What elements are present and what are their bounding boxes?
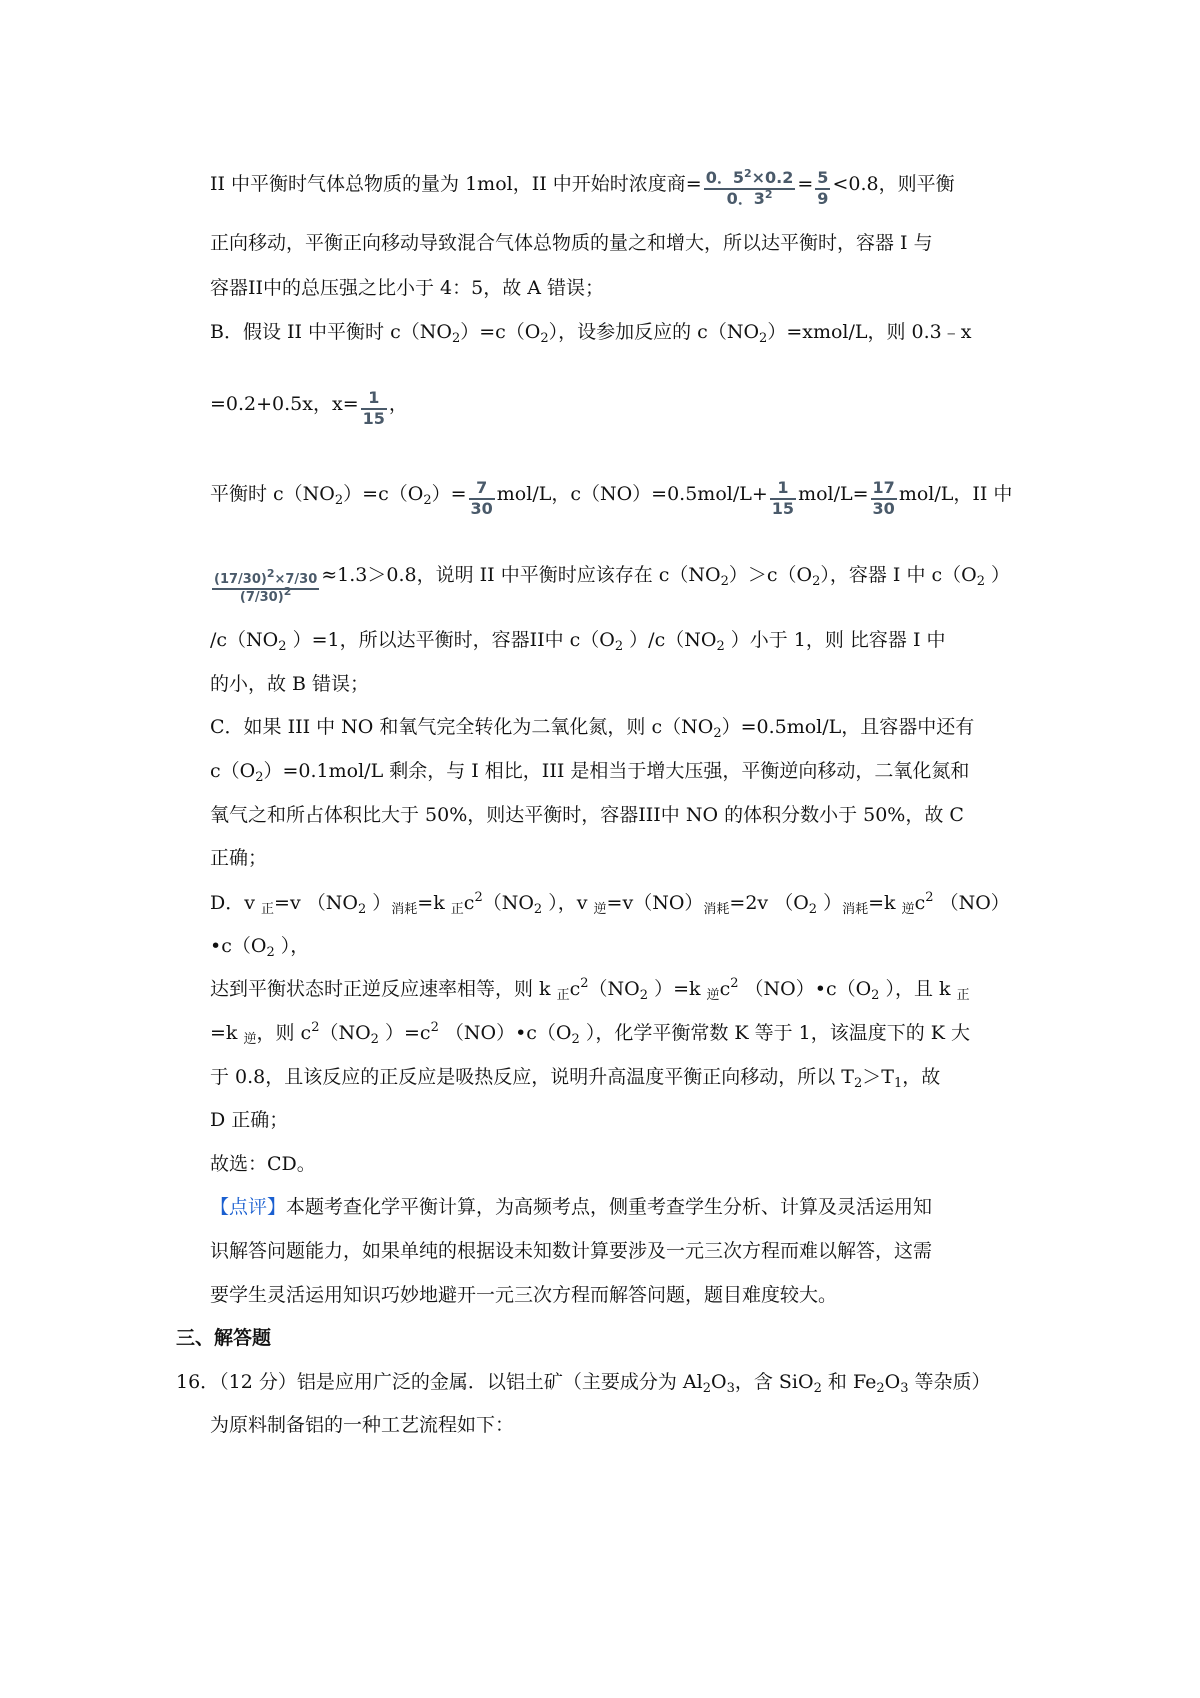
reaction-quotient-fraction: $\frac{0.5^2\times 0.2}{0.3^2}$ (705, 167, 794, 208)
text-line-1: II 中平衡时气体总物质的量为 1mol，II 中开始时浓度商= $\frac{0.5^2\times 0.2}{0.3^2}$ = $\frac{5}{9}$ <0.8，则平衡 (210, 167, 955, 208)
text-line-18: 于 0.8，且该反应的正反应是吸热反应，说明升高温度平衡正向移动，所以 $T_2>T_1$，故 (210, 1066, 941, 1091)
quotient-result-fraction: $\frac{5}{9}$ (817, 168, 829, 208)
added-fraction: $\frac{1}{15}$ (771, 478, 795, 518)
text-line-19: D 正确； (210, 1109, 289, 1131)
question-16-line-2: 为原料制备铝的一种工艺流程如下： (210, 1414, 515, 1436)
comment-tag: 【点评】 (210, 1196, 287, 1218)
comment-line-3: 要学生灵活运用知识巧妙地避开一元三次方程而解答问题，题目难度较大。 (210, 1284, 838, 1306)
text-line-17: =k $_逆$，则 $c^2(NO_2$ ）$=c^2$ $(NO)•c(O_2$ ），化学平衡常数 K 等于 1，该温度下的 K 大 (210, 1020, 971, 1047)
text-line-15: $•c(O_2$ ）， (210, 935, 310, 960)
text-line-6: 平衡时 $c(NO_2)=c(O_2)=$ $\frac{7}{30}$ mol/L，c（NO）=0.5mol/L+ $\frac{1}{15}$ mol/L= $\frac{17}{30}$ mol/L，II 中 (210, 478, 1013, 518)
comment-line-2: 识解答问题能力，如果单纯的根据设未知数计算要涉及一元三次方程而难以解答，这需 (210, 1240, 933, 1262)
no-concentration-fraction: $\frac{17}{30}$ (872, 478, 895, 518)
text-line-13: 正确； (210, 847, 268, 869)
equilibrium-constant-fraction: $\frac{(17/30)^2\times 7/30}{(7/30)^2}$ (214, 567, 318, 605)
text-line-3: 容器II中的总压强之比小于 4：5，故 A 错误； (210, 277, 605, 299)
comment-line-1: 【点评】本题考查化学平衡计算，为高频考点，侧重考查学生分析、计算及灵活运用知 (210, 1196, 933, 1218)
text-line-20: 故选：CD。 (210, 1153, 316, 1175)
text-line-8: $/c(NO_2$ ）=1，所以达平衡时，容器II中 $c(O_2$ ）$/c(NO_2$ ）小于 1，则 比容器 I 中 (210, 629, 946, 654)
text-line-10: C．如果 III 中 NO 和氧气完全转化为二氧化氮，则 $c(NO_2)=0.5mol/L$，且容器中还有 (210, 716, 975, 741)
text-line-5: =0.2+0.5x，x= $\frac{1}{15}$ ， (210, 388, 408, 428)
text-line-2: 正向移动，平衡正向移动导致混合气体总物质的量之和增大，所以达平衡时，容器 I 与 (210, 232, 933, 254)
text-line-9: 的小，故 B 错误； (210, 673, 370, 695)
text-line-11: $c(O_2)=0.1mol/L$ 剩余，与 I 相比，III 是相当于增大压强，平衡逆向移动，二氧化氮和 (210, 760, 970, 785)
o2-concentration-fraction: $\frac{7}{30}$ (470, 478, 493, 518)
x-value-fraction: $\frac{1}{15}$ (362, 388, 385, 428)
text-line-16: 达到平衡状态时正逆反应速率相等，则 k $_正c^2(NO_2$ ）=k $_逆c^2$ $(NO)•c(O_2$ ），且 k $_正$ (210, 976, 970, 1003)
section-heading: 三、解答题 (176, 1327, 272, 1349)
text-line-14: D．v $_正$=v （$NO_2$ ）$_{消耗}=k$ $_正c^2(NO_2$ ），v $_逆=v(NO)_{消耗}=2v$ （$O_2$ ）$_{消耗}=k$ $_逆c^2$ （NO） (210, 890, 1010, 917)
text-line-4: B．假设 II 中平衡时 $c(NO_2)=c(O_2)$，设参加反应的 $c(NO_2)=xmol/L$，则 0.3﹣x (210, 321, 972, 346)
text-line-7: $\frac{(17/30)^2\times 7/30}{(7/30)^2}$ ≈1.3＞0.8，说明 II 中平衡时应该存在 $c(NO_2)>c(O_2)$，容器 I 中 $c(O_2$ ） (214, 564, 1011, 605)
text-line-12: 氧气之和所占体积比大于 50%，则达平衡时，容器III中 NO 的体积分数小于 50%，故 C (210, 804, 964, 826)
question-16-line-1: 16．（12 分）铝是应用广泛的金属．以铝土矿（主要成分为 $Al_2O_3$，含 SiO$_2$ 和 $Fe_2O_3$ 等杂质） (176, 1371, 991, 1396)
